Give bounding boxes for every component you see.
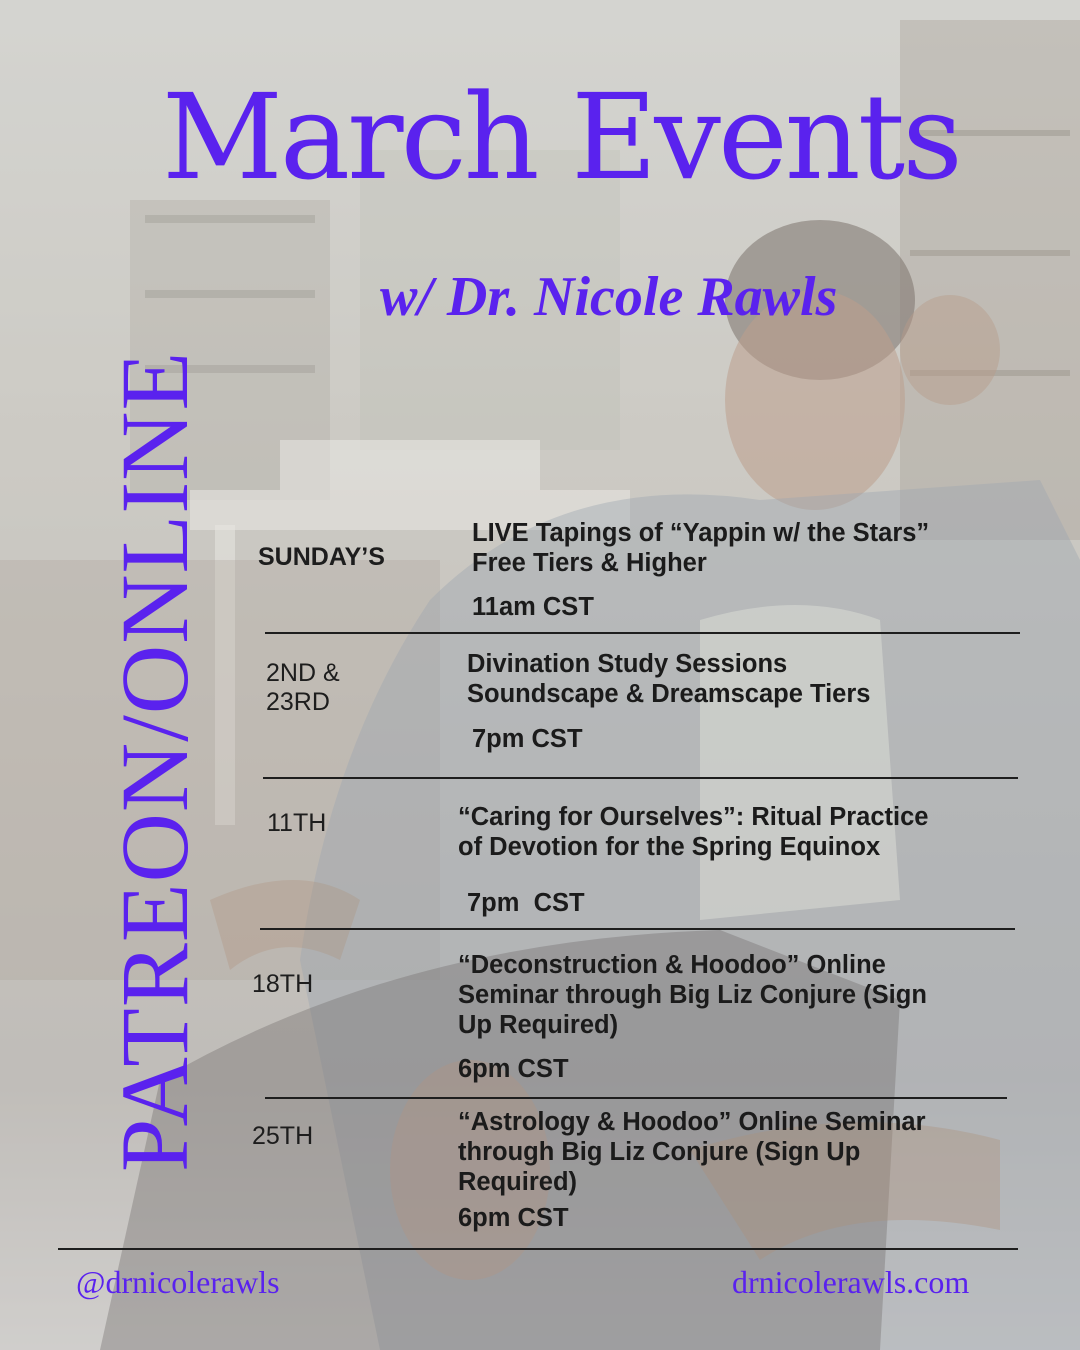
event-title-line: Required): [458, 1168, 578, 1196]
event-title-line: Free Tiers & Higher: [472, 549, 707, 577]
event-title-line: “Astrology & Hoodoo” Online Seminar: [458, 1108, 926, 1136]
event-title-line: Seminar through Big Liz Conjure (Sign: [458, 981, 927, 1009]
host-subtitle: w/ Dr. Nicole Rawls: [380, 266, 838, 328]
event-title-line: Soundscape & Dreamscape Tiers: [467, 680, 871, 708]
event-title: [458, 802, 1048, 862]
divider: [260, 928, 1015, 930]
event-date-line: 23RD: [266, 688, 330, 716]
divider: [265, 1097, 1007, 1099]
event-title-line: “Deconstruction & Hoodoo” Online: [458, 951, 886, 979]
event-title: [458, 950, 1048, 1040]
event-time: 7pm CST: [467, 889, 585, 917]
event-title-line: LIVE Tapings of “Yappin w/ the Stars”: [472, 519, 930, 547]
social-handle[interactable]: @drnicolerawls: [76, 1264, 280, 1300]
event-title-line: Divination Study Sessions: [467, 650, 788, 678]
event-date: [266, 659, 340, 717]
event-title: [472, 518, 1032, 578]
event-title: [458, 1107, 1048, 1197]
divider: [263, 777, 1018, 779]
event-time: 6pm CST: [458, 1204, 569, 1232]
website-link[interactable]: drnicolerawls.com: [732, 1264, 970, 1300]
event-title: [467, 649, 1027, 709]
event-time: 11am CST: [472, 593, 594, 621]
event-time: 6pm CST: [458, 1055, 569, 1083]
event-title-line: of Devotion for the Spring Equinox: [458, 833, 881, 861]
event-date: 25TH: [252, 1122, 314, 1150]
event-date: 18TH: [252, 970, 314, 998]
event-title-line: “Caring for Ourselves”: Ritual Practice: [458, 803, 929, 831]
event-date: 11TH: [267, 809, 327, 837]
event-time: 7pm CST: [472, 725, 583, 753]
event-title-line: Up Required): [458, 1011, 619, 1039]
platform-vertical-label: PATREON/ONLINE: [101, 350, 208, 1172]
event-title-line: through Big Liz Conjure (Sign Up: [458, 1138, 861, 1166]
footer-divider: [58, 1248, 1018, 1250]
divider: [265, 632, 1020, 634]
page-title: March Events: [162, 68, 960, 206]
event-date: SUNDAY’S: [258, 543, 385, 571]
event-date-line: 2ND &: [266, 659, 340, 687]
